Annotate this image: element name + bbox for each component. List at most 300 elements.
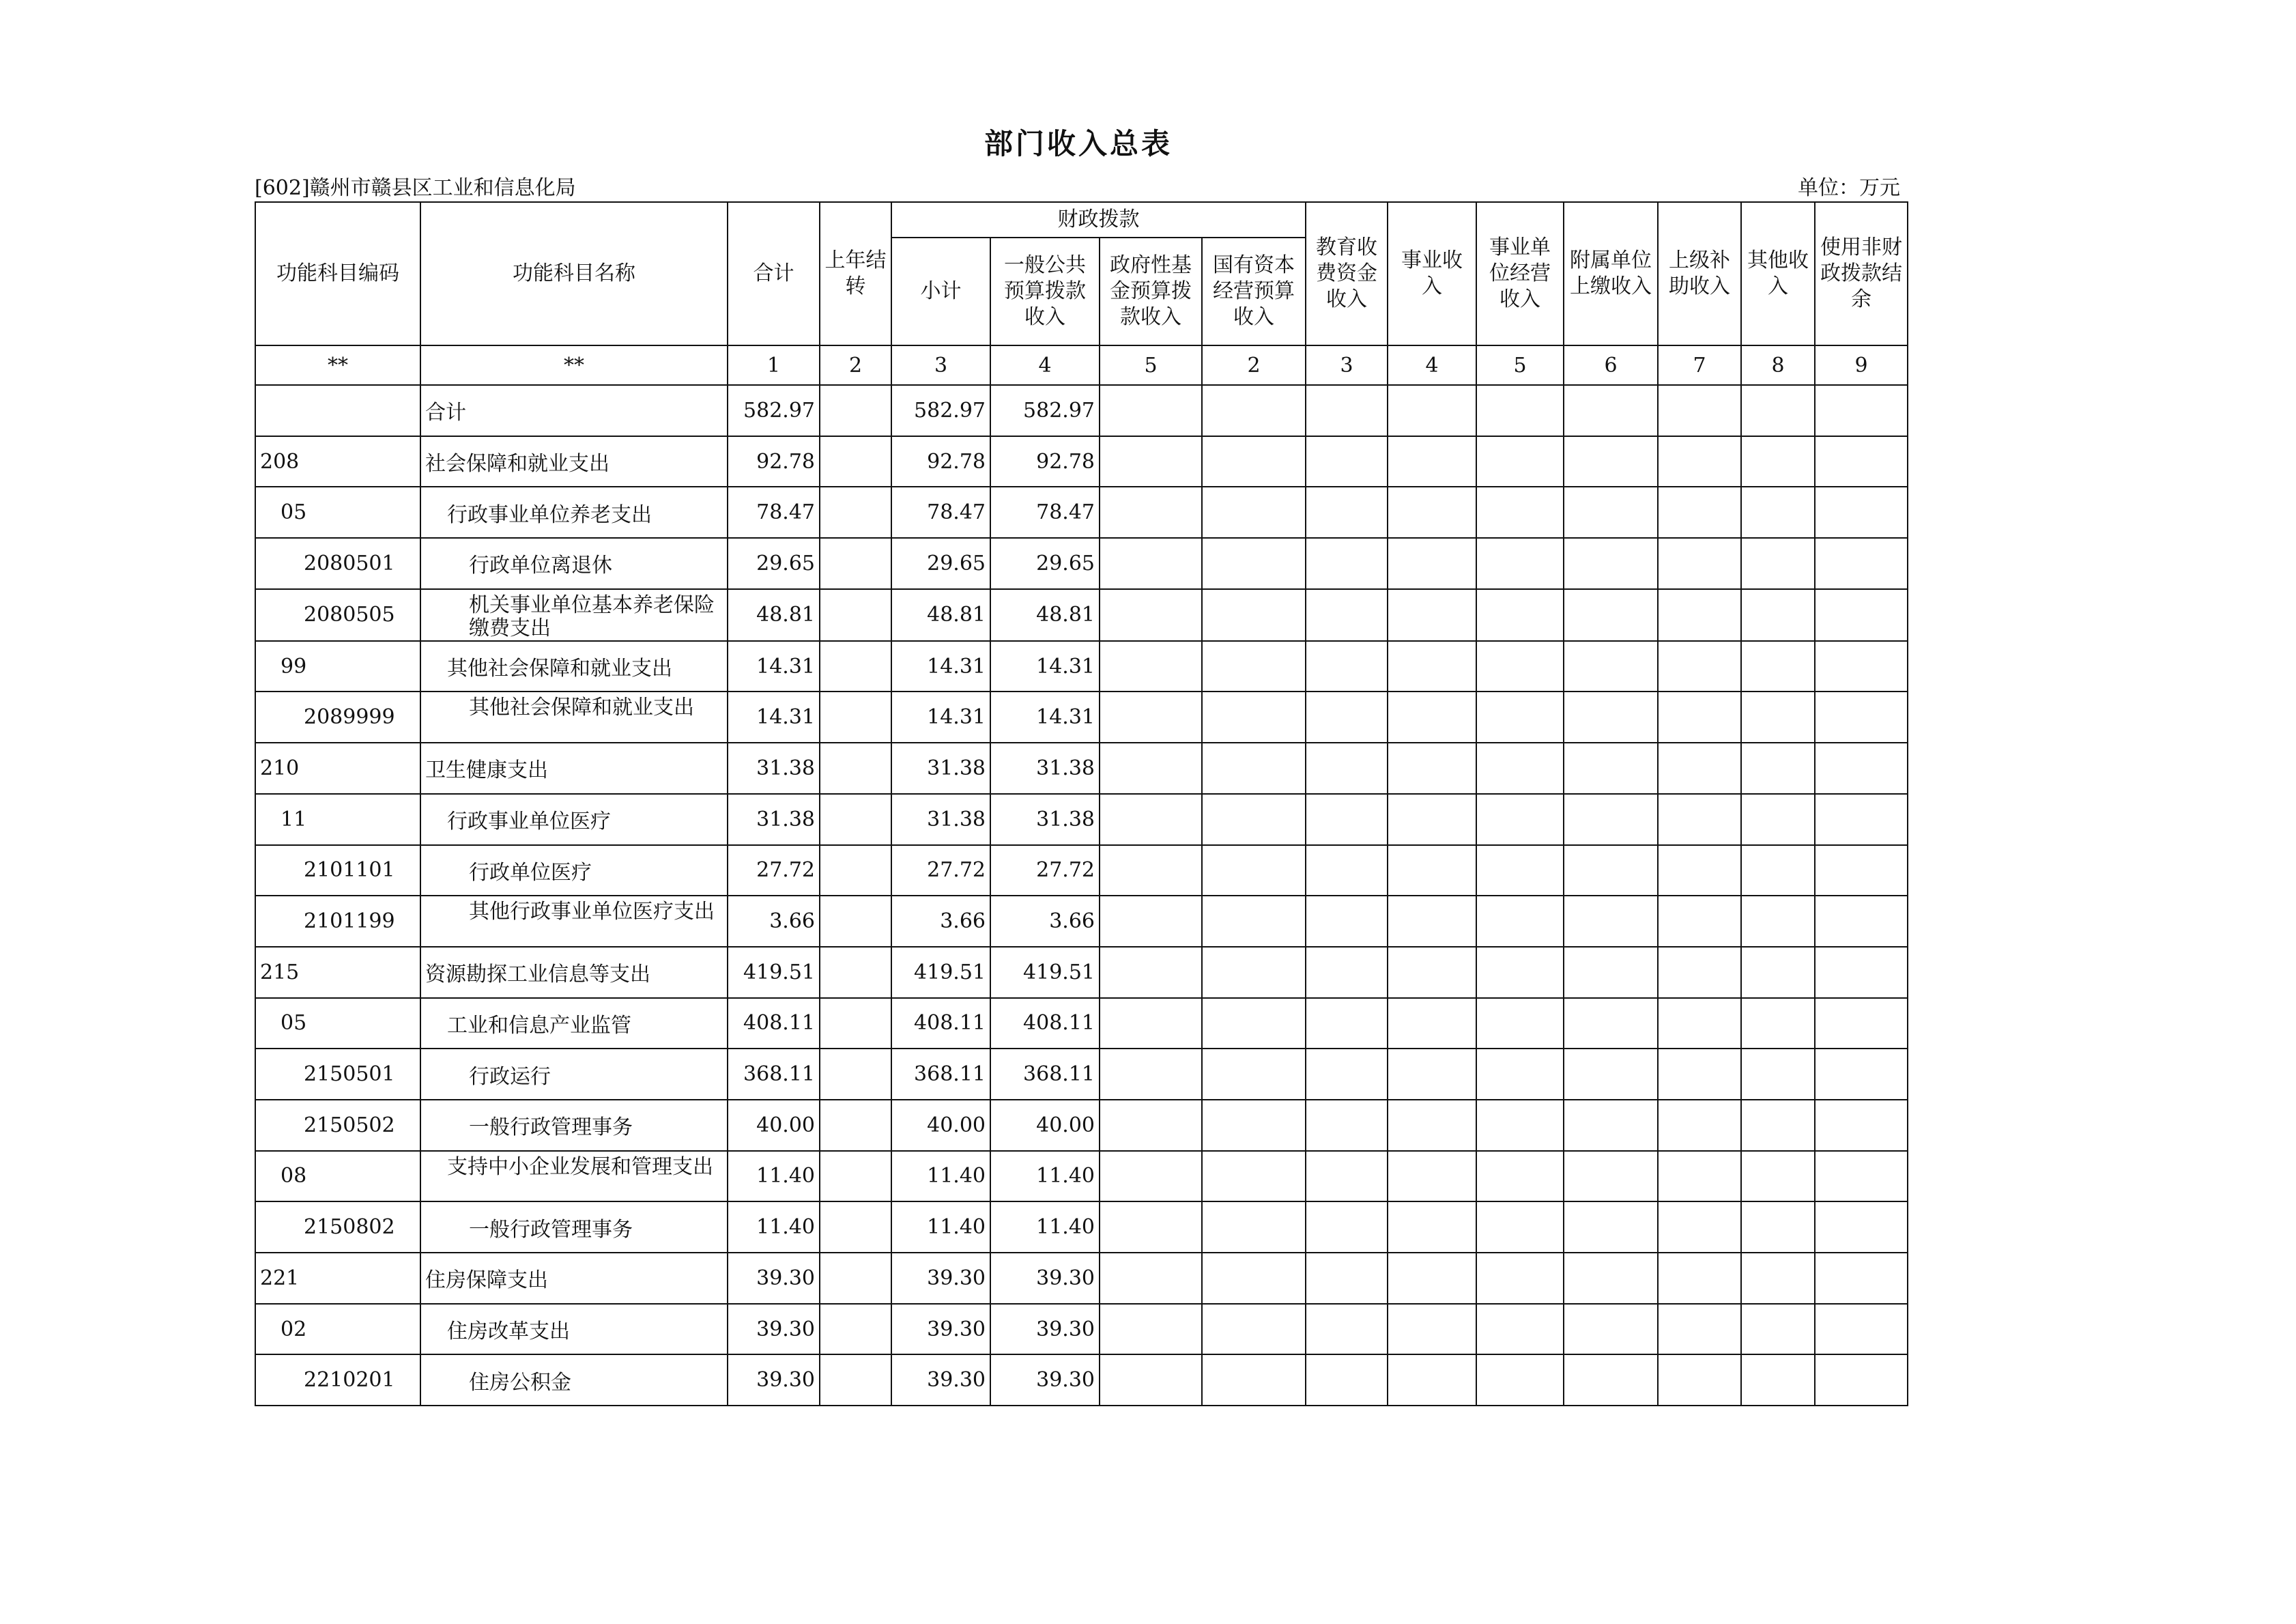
cell-empty (1306, 1304, 1388, 1355)
cell-empty (1388, 692, 1476, 743)
cell-code: 2101101 (255, 845, 420, 896)
cell-total: 582.97 (728, 385, 820, 436)
index-cell: 2 (1202, 345, 1306, 385)
cell-subtotal: 27.72 (891, 845, 990, 896)
cell-name: 其他社会保障和就业支出 (420, 641, 728, 692)
cell-empty (1476, 794, 1564, 845)
cell-empty (1564, 1049, 1658, 1100)
cell-empty (1306, 487, 1388, 538)
cell-general-budget: 29.65 (990, 538, 1100, 589)
cell-empty (1388, 1201, 1476, 1253)
report-title: 部门收入总表 (984, 127, 1173, 160)
cell-empty (1476, 692, 1564, 743)
cell-total: 3.66 (728, 896, 820, 947)
cell-code: 215 (255, 947, 420, 998)
cell-empty (1306, 947, 1388, 998)
cell-empty (1741, 641, 1815, 692)
index-cell: 5 (1100, 345, 1202, 385)
cell-empty (1388, 487, 1476, 538)
cell-subtotal: 11.40 (891, 1151, 990, 1202)
cell-name: 其他社会保障和就业支出 (420, 692, 728, 743)
cell-empty (1306, 589, 1388, 641)
cell-code: 05 (255, 487, 420, 538)
cell-empty (1741, 436, 1815, 487)
cell-empty (1100, 1100, 1202, 1151)
index-cell: 4 (1388, 345, 1476, 385)
cell-name: 工业和信息产业监管 (420, 998, 728, 1049)
table-row (255, 487, 1908, 538)
cell-empty (1658, 487, 1741, 538)
cell-empty (1815, 947, 1908, 998)
cell-empty (1741, 845, 1815, 896)
cell-empty (1100, 589, 1202, 641)
cell-empty (1658, 1100, 1741, 1151)
cell-empty (1741, 1201, 1815, 1253)
index-cell: ** (255, 345, 420, 385)
cell-empty (1306, 998, 1388, 1049)
cell-general-budget: 14.31 (990, 641, 1100, 692)
cell-general-budget: 31.38 (990, 743, 1100, 794)
cell-code: 11 (255, 794, 420, 845)
cell-empty (1306, 692, 1388, 743)
cell-name: 行政单位离退休 (420, 538, 728, 589)
cell-name: 支持中小企业发展和管理支出 (420, 1151, 728, 1202)
cell-general-budget: 27.72 (990, 845, 1100, 896)
table-row (255, 845, 1908, 896)
cell-general-budget: 14.31 (990, 692, 1100, 743)
cell-empty (1741, 1100, 1815, 1151)
cell-subtotal: 29.65 (891, 538, 990, 589)
cell-empty (1202, 538, 1306, 589)
cell-name: 住房保障支出 (420, 1253, 728, 1304)
cell-empty (1815, 998, 1908, 1049)
cell-general-budget: 92.78 (990, 436, 1100, 487)
cell-code: 08 (255, 1151, 420, 1202)
cell-empty (1658, 641, 1741, 692)
cell-empty (1815, 538, 1908, 589)
index-cell: 2 (820, 345, 891, 385)
cell-empty (1741, 896, 1815, 947)
cell-carryover (820, 743, 891, 794)
cell-empty (1388, 896, 1476, 947)
index-cell: 8 (1741, 345, 1815, 385)
cell-empty (1100, 1201, 1202, 1253)
header-total: 合计 (728, 202, 820, 345)
cell-empty (1100, 998, 1202, 1049)
header-superior-subsidy: 上级补助收入 (1658, 202, 1741, 345)
cell-empty (1306, 641, 1388, 692)
cell-empty (1564, 896, 1658, 947)
cell-subtotal: 408.11 (891, 998, 990, 1049)
index-cell: 1 (728, 345, 820, 385)
cell-empty (1564, 385, 1658, 436)
cell-empty (1815, 436, 1908, 487)
cell-empty (1815, 385, 1908, 436)
cell-empty (1476, 1049, 1564, 1100)
cell-empty (1658, 692, 1741, 743)
cell-name: 行政运行 (420, 1049, 728, 1100)
cell-empty (1202, 436, 1306, 487)
header-name: 功能科目名称 (420, 202, 728, 345)
cell-empty (1564, 1253, 1658, 1304)
cell-empty (1815, 1151, 1908, 1202)
cell-empty (1202, 896, 1306, 947)
cell-carryover (820, 1304, 891, 1355)
cell-empty (1564, 436, 1658, 487)
cell-empty (1306, 1253, 1388, 1304)
cell-name: 资源勘探工业信息等支出 (420, 947, 728, 998)
cell-carryover (820, 436, 891, 487)
cell-empty (1741, 947, 1815, 998)
cell-name: 合计 (420, 385, 728, 436)
cell-subtotal: 419.51 (891, 947, 990, 998)
cell-total: 39.30 (728, 1253, 820, 1304)
cell-empty (1476, 538, 1564, 589)
cell-empty (1388, 794, 1476, 845)
cell-empty (1388, 845, 1476, 896)
cell-code: 2101199 (255, 896, 420, 947)
cell-empty (1202, 1304, 1306, 1355)
header-general-budget: 一般公共预算拨款收入 (990, 238, 1100, 345)
cell-code: 05 (255, 998, 420, 1049)
cell-name: 机关事业单位基本养老保险缴费支出 (420, 589, 728, 641)
cell-empty (1476, 1100, 1564, 1151)
cell-empty (1741, 743, 1815, 794)
cell-empty (1741, 692, 1815, 743)
table-row (255, 1304, 1908, 1355)
cell-empty (1100, 1151, 1202, 1202)
header-business-operation: 事业单位经营收入 (1476, 202, 1564, 345)
cell-carryover (820, 1354, 891, 1406)
cell-code: 2150502 (255, 1100, 420, 1151)
cell-empty (1100, 794, 1202, 845)
cell-carryover (820, 385, 891, 436)
cell-empty (1388, 1049, 1476, 1100)
cell-code: 02 (255, 1304, 420, 1355)
cell-empty (1658, 947, 1741, 998)
cell-empty (1741, 538, 1815, 589)
cell-empty (1476, 1253, 1564, 1304)
cell-total: 14.31 (728, 692, 820, 743)
cell-empty (1564, 692, 1658, 743)
cell-empty (1815, 1304, 1908, 1355)
cell-empty (1476, 743, 1564, 794)
cell-subtotal: 368.11 (891, 1049, 990, 1100)
cell-empty (1564, 538, 1658, 589)
cell-empty (1815, 1201, 1908, 1253)
cell-empty (1564, 1151, 1658, 1202)
cell-empty (1476, 1201, 1564, 1253)
table-row (255, 743, 1908, 794)
table-row (255, 1151, 1908, 1202)
cell-carryover (820, 538, 891, 589)
cell-subtotal: 582.97 (891, 385, 990, 436)
cell-name: 其他行政事业单位医疗支出 (420, 896, 728, 947)
cell-empty (1564, 1354, 1658, 1406)
cell-empty (1815, 1100, 1908, 1151)
cell-subtotal: 14.31 (891, 641, 990, 692)
cell-subtotal: 31.38 (891, 743, 990, 794)
cell-empty (1741, 385, 1815, 436)
cell-empty (1476, 385, 1564, 436)
cell-empty (1476, 896, 1564, 947)
cell-empty (1388, 1100, 1476, 1151)
cell-empty (1658, 1253, 1741, 1304)
cell-total: 408.11 (728, 998, 820, 1049)
header-code: 功能科目编码 (255, 202, 420, 345)
cell-empty (1476, 1151, 1564, 1202)
cell-empty (1476, 845, 1564, 896)
cell-empty (1741, 1304, 1815, 1355)
cell-subtotal: 3.66 (891, 896, 990, 947)
header-edu-fee: 教育收费资金收入 (1306, 202, 1388, 345)
index-cell: 3 (891, 345, 990, 385)
cell-empty (1100, 1304, 1202, 1355)
cell-empty (1658, 589, 1741, 641)
header-gov-fund: 政府性基金预算拨款收入 (1100, 238, 1202, 345)
cell-empty (1100, 1354, 1202, 1406)
index-cell: 6 (1564, 345, 1658, 385)
cell-subtotal: 48.81 (891, 589, 990, 641)
cell-empty (1815, 487, 1908, 538)
cell-general-budget: 39.30 (990, 1304, 1100, 1355)
cell-total: 11.40 (728, 1151, 820, 1202)
cell-subtotal: 31.38 (891, 794, 990, 845)
cell-empty (1100, 436, 1202, 487)
cell-empty (1388, 743, 1476, 794)
cell-empty (1564, 641, 1658, 692)
cell-general-budget: 48.81 (990, 589, 1100, 641)
cell-empty (1388, 538, 1476, 589)
cell-empty (1741, 998, 1815, 1049)
cell-empty (1306, 1201, 1388, 1253)
cell-carryover (820, 998, 891, 1049)
cell-empty (1564, 1201, 1658, 1253)
cell-empty (1815, 1354, 1908, 1406)
cell-empty (1741, 589, 1815, 641)
cell-empty (1388, 436, 1476, 487)
cell-empty (1476, 1354, 1564, 1406)
header-nonfiscal-balance: 使用非财政拨款结余 (1815, 202, 1908, 345)
cell-empty (1815, 589, 1908, 641)
cell-empty (1564, 743, 1658, 794)
cell-empty (1202, 487, 1306, 538)
index-cell: 9 (1815, 345, 1908, 385)
cell-empty (1100, 692, 1202, 743)
table-row (255, 1354, 1908, 1406)
unit-label: 单位：万元 (1798, 176, 1900, 200)
cell-total: 27.72 (728, 845, 820, 896)
cell-code: 210 (255, 743, 420, 794)
cell-empty (1388, 641, 1476, 692)
cell-name: 一般行政管理事务 (420, 1100, 728, 1151)
header-carryover: 上年结转 (820, 202, 891, 345)
cell-name: 卫生健康支出 (420, 743, 728, 794)
cell-empty (1564, 998, 1658, 1049)
cell-empty (1202, 1151, 1306, 1202)
cell-empty (1564, 1304, 1658, 1355)
table-row (255, 385, 1908, 436)
cell-empty (1100, 538, 1202, 589)
cell-empty (1306, 743, 1388, 794)
cell-code: 2150802 (255, 1201, 420, 1253)
cell-empty (1100, 845, 1202, 896)
cell-general-budget: 78.47 (990, 487, 1100, 538)
cell-total: 14.31 (728, 641, 820, 692)
cell-empty (1202, 692, 1306, 743)
cell-code: 2080505 (255, 589, 420, 641)
cell-empty (1202, 1201, 1306, 1253)
cell-general-budget: 39.30 (990, 1253, 1100, 1304)
cell-empty (1815, 743, 1908, 794)
cell-empty (1658, 1201, 1741, 1253)
cell-name: 住房公积金 (420, 1354, 728, 1406)
cell-empty (1100, 1049, 1202, 1100)
cell-empty (1388, 1354, 1476, 1406)
cell-empty (1388, 1253, 1476, 1304)
index-cell: 4 (990, 345, 1100, 385)
header-affiliated: 附属单位上缴收入 (1564, 202, 1658, 345)
cell-empty (1100, 487, 1202, 538)
cell-empty (1388, 385, 1476, 436)
cell-empty (1202, 1100, 1306, 1151)
cell-subtotal: 92.78 (891, 436, 990, 487)
cell-empty (1202, 1049, 1306, 1100)
table-row (255, 896, 1908, 947)
cell-carryover (820, 487, 891, 538)
header-state-capital: 国有资本经营预算收入 (1202, 238, 1306, 345)
cell-empty (1815, 1253, 1908, 1304)
header-other-income: 其他收入 (1741, 202, 1815, 345)
cell-empty (1100, 641, 1202, 692)
cell-empty (1741, 794, 1815, 845)
cell-empty (1815, 1049, 1908, 1100)
table-row (255, 947, 1908, 998)
cell-total: 31.38 (728, 743, 820, 794)
cell-general-budget: 3.66 (990, 896, 1100, 947)
cell-empty (1100, 947, 1202, 998)
cell-general-budget: 582.97 (990, 385, 1100, 436)
cell-empty (1202, 385, 1306, 436)
index-cell: 3 (1306, 345, 1388, 385)
cell-subtotal: 11.40 (891, 1201, 990, 1253)
cell-code: 2210201 (255, 1354, 420, 1406)
cell-subtotal: 39.30 (891, 1253, 990, 1304)
cell-empty (1658, 845, 1741, 896)
index-cell: ** (420, 345, 728, 385)
cell-empty (1306, 845, 1388, 896)
index-cell: 7 (1658, 345, 1741, 385)
cell-code: 2089999 (255, 692, 420, 743)
cell-empty (1476, 947, 1564, 998)
cell-empty (1476, 589, 1564, 641)
cell-name: 住房改革支出 (420, 1304, 728, 1355)
cell-empty (1658, 998, 1741, 1049)
cell-empty (1202, 1253, 1306, 1304)
cell-total: 368.11 (728, 1049, 820, 1100)
cell-empty (1202, 947, 1306, 998)
cell-empty (1388, 998, 1476, 1049)
cell-empty (1815, 692, 1908, 743)
cell-empty (1202, 998, 1306, 1049)
cell-carryover (820, 1049, 891, 1100)
cell-empty (1741, 1354, 1815, 1406)
cell-name: 一般行政管理事务 (420, 1201, 728, 1253)
cell-empty (1815, 845, 1908, 896)
cell-empty (1100, 1253, 1202, 1304)
cell-empty (1658, 1354, 1741, 1406)
cell-empty (1564, 794, 1658, 845)
cell-empty (1658, 794, 1741, 845)
table-row (255, 1049, 1908, 1100)
cell-empty (1100, 896, 1202, 947)
cell-carryover (820, 1151, 891, 1202)
table-row (255, 1201, 1908, 1253)
cell-general-budget: 11.40 (990, 1151, 1100, 1202)
cell-carryover (820, 947, 891, 998)
cell-empty (1476, 998, 1564, 1049)
cell-empty (1564, 845, 1658, 896)
table-row (255, 794, 1908, 845)
cell-empty (1564, 947, 1658, 998)
cell-empty (1306, 436, 1388, 487)
cell-name: 社会保障和就业支出 (420, 436, 728, 487)
index-cell: 5 (1476, 345, 1564, 385)
table-row (255, 589, 1908, 641)
cell-empty (1306, 1151, 1388, 1202)
cell-empty (1476, 641, 1564, 692)
cell-total: 48.81 (728, 589, 820, 641)
cell-empty (1476, 436, 1564, 487)
cell-general-budget: 39.30 (990, 1354, 1100, 1406)
cell-total: 78.47 (728, 487, 820, 538)
cell-empty (1202, 589, 1306, 641)
cell-empty (1306, 1354, 1388, 1406)
cell-empty (1658, 385, 1741, 436)
cell-carryover (820, 794, 891, 845)
cell-total: 29.65 (728, 538, 820, 589)
cell-empty (1306, 1049, 1388, 1100)
cell-empty (1815, 794, 1908, 845)
cell-carryover (820, 896, 891, 947)
cell-carryover (820, 692, 891, 743)
cell-total: 31.38 (728, 794, 820, 845)
cell-total: 39.30 (728, 1354, 820, 1406)
cell-empty (1202, 794, 1306, 845)
cell-general-budget: 368.11 (990, 1049, 1100, 1100)
cell-empty (1658, 1151, 1741, 1202)
cell-empty (1306, 794, 1388, 845)
cell-code: 221 (255, 1253, 420, 1304)
cell-empty (1388, 589, 1476, 641)
table-row (255, 998, 1908, 1049)
cell-empty (1815, 641, 1908, 692)
department-name: [602]赣州市赣县区工业和信息化局 (255, 176, 576, 200)
cell-empty (1388, 947, 1476, 998)
table-row (255, 538, 1908, 589)
cell-subtotal: 14.31 (891, 692, 990, 743)
cell-carryover (820, 1253, 891, 1304)
cell-code (255, 385, 420, 436)
cell-empty (1658, 1049, 1741, 1100)
cell-code: 208 (255, 436, 420, 487)
cell-empty (1202, 641, 1306, 692)
cell-total: 40.00 (728, 1100, 820, 1151)
cell-subtotal: 39.30 (891, 1354, 990, 1406)
cell-empty (1306, 1100, 1388, 1151)
table-row (255, 1253, 1908, 1304)
cell-empty (1815, 896, 1908, 947)
